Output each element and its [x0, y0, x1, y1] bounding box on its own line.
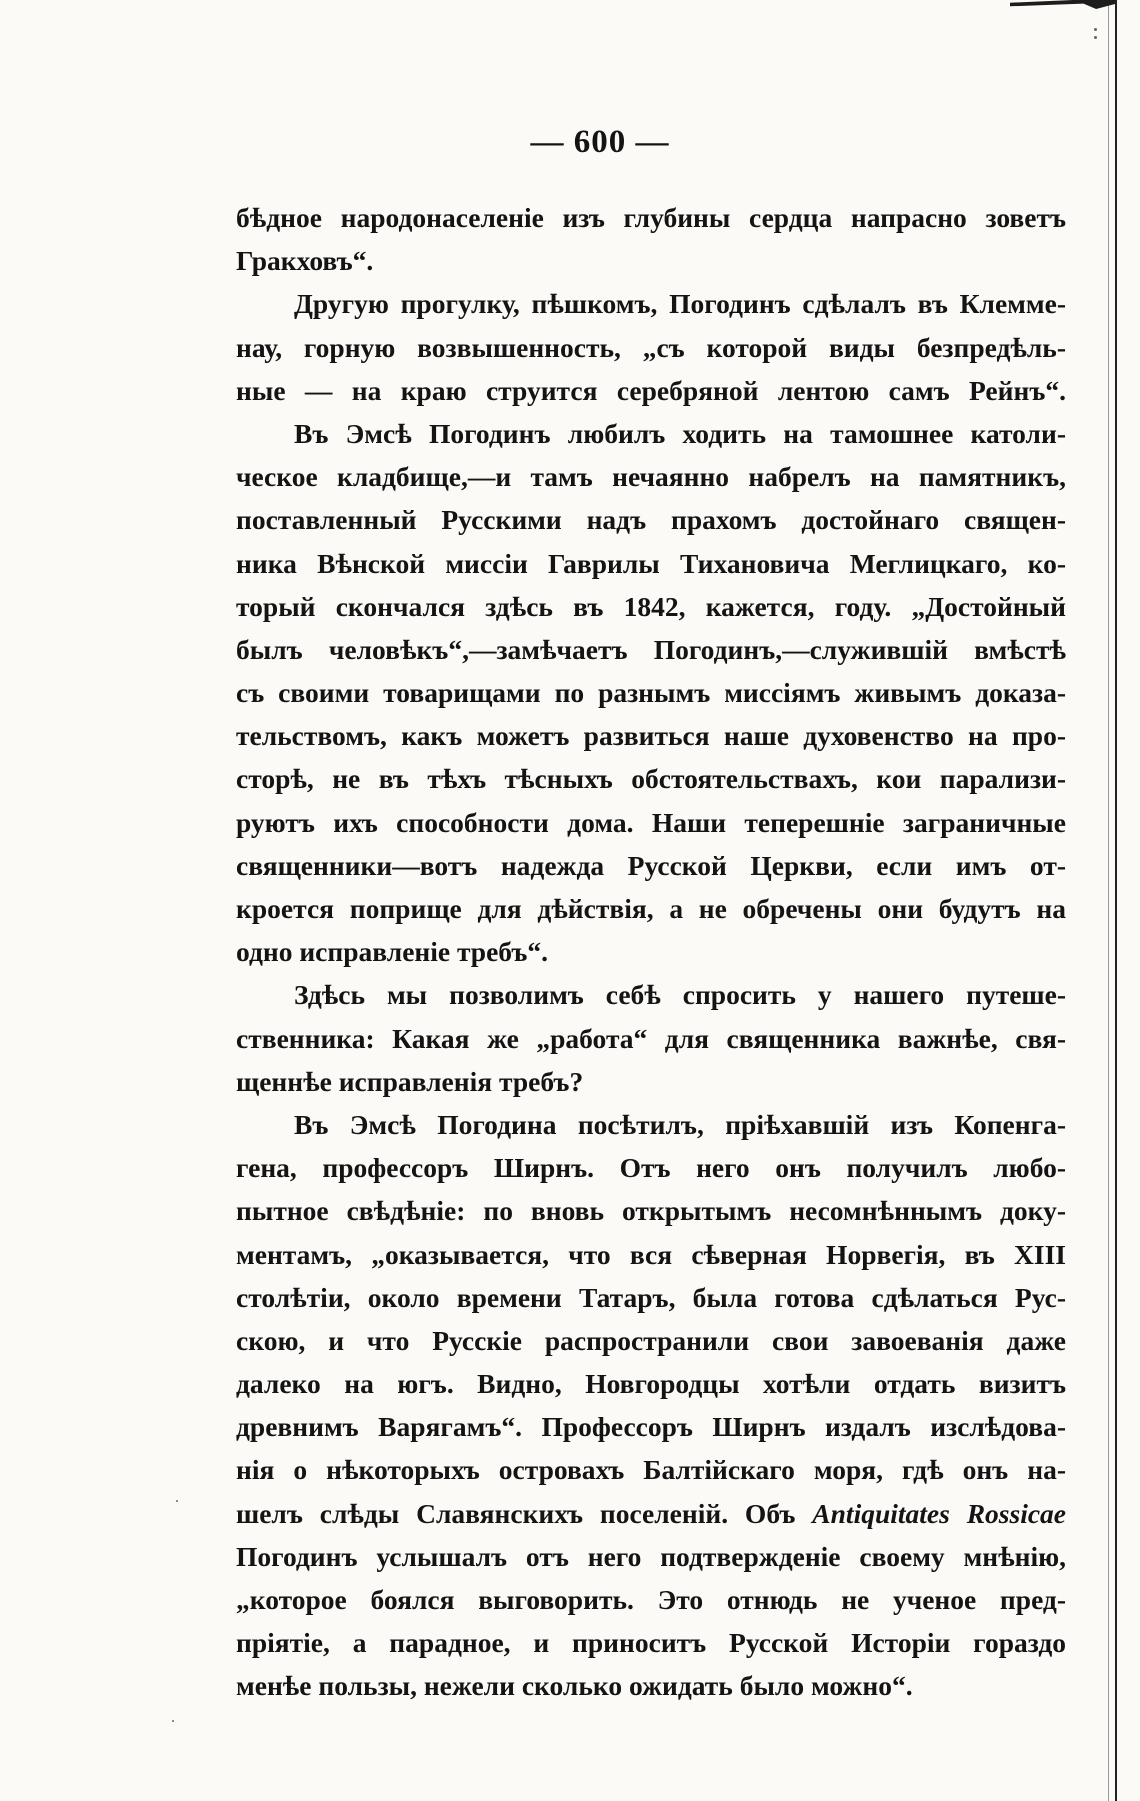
text-line: кроется поприще для дѣйствія, а не обречены они будутъ на — [236, 893, 1066, 924]
text-line: пріятіе, а парадное, и приноситъ Русской Исторіи гораздо — [236, 1627, 1066, 1659]
text-line-start: шелъ слѣды Славянскихъ поселеній. Объ — [236, 1497, 796, 1529]
text-line: тельствомъ, какъ можетъ развиться наше духовенство на про- — [236, 720, 1066, 752]
text-line: священники—вотъ надежда Русской Церкви, если имъ от- — [236, 849, 1066, 881]
text-line: Въ Эмсѣ Погодина посѣтилъ, пріѣхавшій изъ Копенга- — [294, 1108, 1066, 1140]
text-line: ческое кладбище,—и тамъ нечаянно набрелъ на памятникъ, — [236, 461, 1066, 493]
scan-speck — [172, 1720, 174, 1722]
text-line: далеко на югъ. Видно, Новгородцы хотѣли отдать визитъ — [236, 1368, 1066, 1400]
text-line: нія о нѣкоторыхъ островахъ Балтійскаго моря, гдѣ онъ на- — [236, 1454, 1066, 1486]
latin-title: Antiquitates Rossicae — [812, 1497, 1067, 1529]
text-line: скою, и что Русскіе распространили свои завоеванія даже — [236, 1324, 1066, 1356]
scan-speck — [176, 1500, 178, 1502]
text-line: торый скончался здѣсь въ 1842, кажется, году. „Достойный — [236, 590, 1066, 622]
text-line: столѣтіи, около времени Татаръ, была готова сдѣлаться Рус- — [236, 1281, 1066, 1313]
text-line: „которое боялся выговорить. Это отнюдь не ученое пред- — [236, 1584, 1066, 1615]
text-line: Въ Эмсѣ Погодинъ любилъ ходить на тамошнее католи- — [294, 417, 1066, 449]
scan-edge-shadow — [1108, 0, 1109, 1801]
text-line: поставленный Русскими надъ прахомъ достойнаго священ- — [236, 504, 1066, 536]
scan-corner-mark — [1010, 0, 1115, 9]
text-line — [236, 1492, 1066, 1535]
text-line: щеннѣе исправленія требъ? — [236, 1065, 584, 1097]
text-line: ственника: Какая же „работа“ для священника важнѣе, свя- — [236, 1022, 1066, 1054]
text-line: гена, профессоръ Ширнъ. Отъ него онъ получилъ любо- — [236, 1152, 1066, 1184]
text-line: былъ человѣкъ“,—замѣчаетъ Погодинъ,—служившій вмѣстѣ — [236, 633, 1066, 665]
text-line: одно исправленіе требъ“. — [236, 936, 549, 968]
text-line: съ своими товарищами по разнымъ миссіямъ живымъ доказа- — [236, 677, 1066, 709]
scan-edge-line — [1115, 0, 1117, 1801]
text-line: нау, горную возвышенность, „съ которой виды безпредѣль- — [236, 331, 1066, 363]
text-line: ника Вѣнской миссіи Гаврилы Тихановича Меглицкаго, ко- — [236, 547, 1066, 579]
body-text — [236, 196, 1066, 1708]
text-line: менѣе пользы, нежели сколько ожидать было можно“. — [236, 1670, 913, 1702]
scan-speck — [1094, 36, 1097, 39]
text-line: Гракховъ“. — [236, 245, 374, 277]
text-line: Другую прогулку, пѣшкомъ, Погодинъ сдѣлалъ въ Клемме- — [294, 288, 1066, 320]
text-line: руютъ ихъ способности дома. Наши теперешніе заграничные — [236, 806, 1066, 838]
page-number: — 600 — — [530, 124, 670, 160]
scan-speck — [1094, 28, 1097, 31]
text-line: древнимъ Варягамъ“. Профессоръ Ширнъ издалъ изслѣдова- — [236, 1411, 1066, 1443]
text-line: Погодинъ услышалъ отъ него подтвержденіе своему мнѣнію, — [236, 1540, 1066, 1572]
text-line: бѣдное народонаселеніе изъ глубины сердца напрасно зоветъ — [236, 202, 1066, 233]
text-line: ные — на краю струится серебряной лентою самъ Рейнъ“. — [236, 374, 1066, 406]
text-line: Здѣсь мы позволимъ себѣ спросить у нашего путеше- — [294, 979, 1066, 1011]
text-line: пытное свѣдѣніе: по вновь открытымъ несомнѣннымъ доку- — [236, 1195, 1066, 1227]
text-line: сторѣ, не въ тѣхъ тѣсныхъ обстоятельствахъ, кои парализи- — [236, 763, 1066, 795]
text-line: ментамъ, „оказывается, что вся сѣверная Норвегія, въ XIII — [236, 1238, 1066, 1270]
